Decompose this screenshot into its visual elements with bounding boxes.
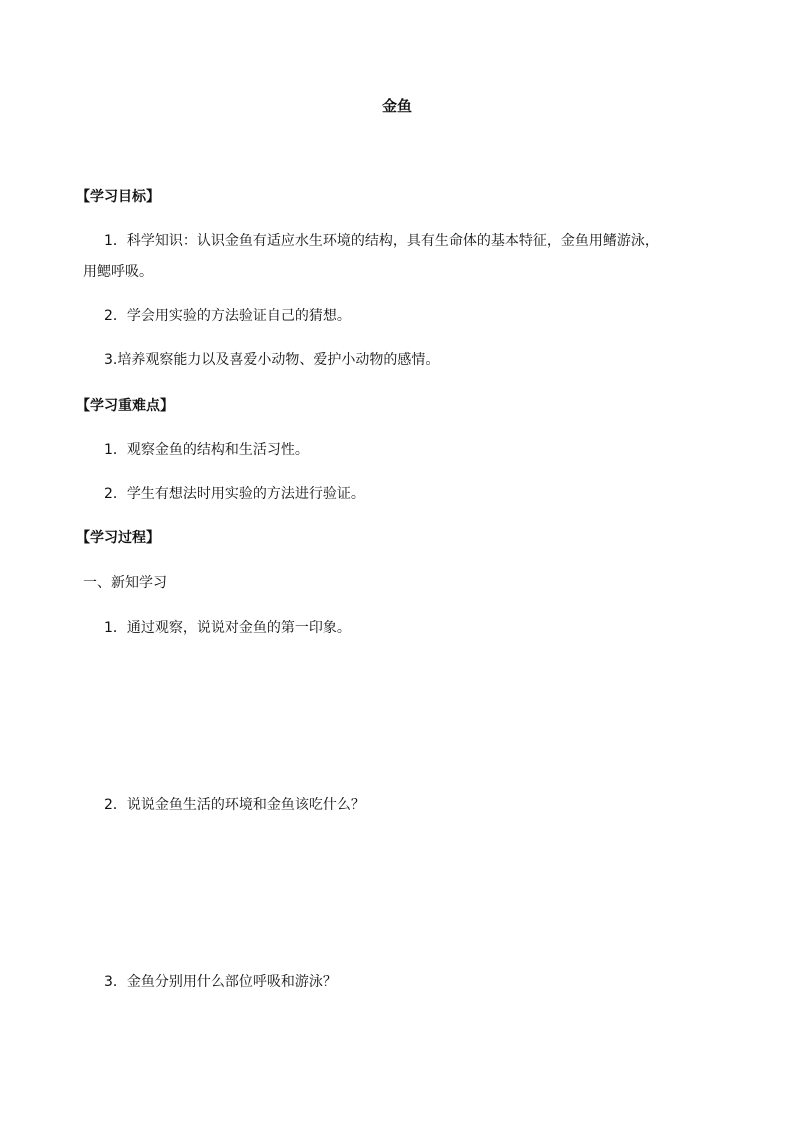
process-question-3: 3．金鱼分别用什么部位呼吸和游泳？ <box>104 974 337 990</box>
keypoints-item-1: 1．观察金鱼的结构和生活习性。 <box>104 442 309 458</box>
process-question-1: 1．通过观察，说说对金鱼的第一印象。 <box>104 620 351 636</box>
keypoints-heading: 【学习重难点】 <box>76 398 174 414</box>
goals-item-3: 3.培养观察能力以及喜爱小动物、爱护小动物的感情。 <box>104 352 440 368</box>
process-part-1: 一、新知学习 <box>83 575 167 591</box>
process-heading: 【学习过程】 <box>76 530 160 546</box>
goals-heading: 【学习目标】 <box>76 189 160 205</box>
goals-item-1-line-1: 1．科学知识：认识金鱼有适应水生环境的结构，具有生命体的基本特征，金鱼用鳍游泳， <box>104 233 659 249</box>
keypoints-item-2: 2．学生有想法时用实验的方法进行验证。 <box>104 486 365 502</box>
goals-item-2: 2．学会用实验的方法验证自己的猜想。 <box>104 308 351 324</box>
process-question-2: 2．说说金鱼生活的环境和金鱼该吃什么？ <box>104 797 365 813</box>
goals-item-1-line-2: 用鳃呼吸。 <box>83 264 153 280</box>
document-title: 金鱼 <box>381 97 412 115</box>
